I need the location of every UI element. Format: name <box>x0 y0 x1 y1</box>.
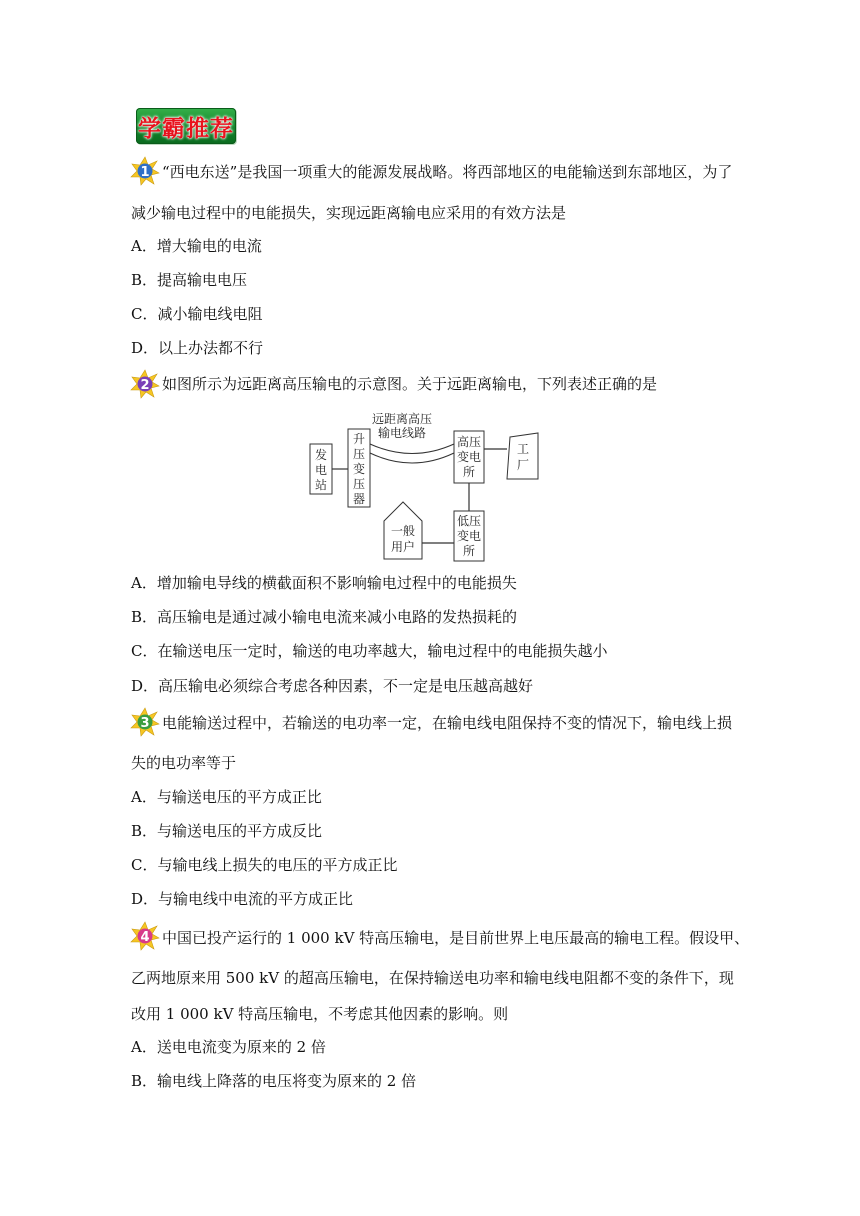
question-4-stem-line-2: 乙两地原来用 500 kV 的超高压输电，在保持输送电功率和输电线电阻都不变的条件下，现 <box>131 969 734 987</box>
question-2-option-d: D．高压输电必须综合考虑各种因素，不一定是电压越高越好 <box>131 677 534 695</box>
power-transmission-diagram <box>302 411 557 563</box>
question-4-option-b: B．输电线上降落的电压将变为原来的 2 倍 <box>131 1072 417 1090</box>
factory-char-1: 工 <box>516 442 530 456</box>
question-4-stem-line-1: 中国已投产运行的 1 000 kV 特高压输电，是目前世界上电压最高的输电工程。假设甲、 <box>162 929 750 947</box>
question-3-stem-line-1: 电能输送过程中，若输送的电功率一定，在输电线电阻保持不变的情况下，输电线上损 <box>162 714 733 732</box>
factory-char-2: 厂 <box>516 458 530 472</box>
question-1-option-b: B．提高输电电压 <box>131 271 248 289</box>
question-4-star-icon <box>130 921 160 951</box>
line-label-2: 输电线路 <box>377 426 427 440</box>
users-line-2: 用户 <box>390 540 416 554</box>
question-1-option-a: A．增大输电的电流 <box>131 237 262 255</box>
question-2-stem-line-1: 如图所示为远距离高压输电的示意图。关于远距离输电，下列表述正确的是 <box>162 375 658 393</box>
question-1-star-icon <box>130 156 160 186</box>
question-3-number: 3 <box>140 716 150 731</box>
question-3-star-icon <box>130 707 160 737</box>
question-3-option-d: D．与输电线中电流的平方成正比 <box>131 890 354 908</box>
hv-sub-line-2: 变电 <box>456 450 482 464</box>
question-2-option-a: A．增加输电导线的横截面积不影响输电过程中的电能损失 <box>131 574 517 592</box>
question-3-option-a: A．与输送电压的平方成正比 <box>131 788 322 806</box>
question-2-option-b: B．高压输电是通过减小输电电流来减小电路的发热损耗的 <box>131 608 518 626</box>
question-4-number: 4 <box>140 930 150 945</box>
question-1-option-d: D．以上办法都不行 <box>131 339 264 357</box>
users-line-1: 一般 <box>390 524 416 538</box>
stepup-char-2: 压 <box>352 447 366 461</box>
question-3-option-b: B．与输送电压的平方成反比 <box>131 822 323 840</box>
transmission-line-lower <box>370 453 454 463</box>
question-2-option-c: C．在输送电压一定时，输送的电功率越大，输电过程中的电能损失越小 <box>131 642 608 660</box>
station-char-1: 发 <box>314 448 328 462</box>
lv-sub-line-1: 低压 <box>456 514 482 528</box>
factory-shape <box>507 433 538 479</box>
question-3-option-c: C．与输电线上损失的电压的平方成正比 <box>131 856 398 874</box>
stepup-char-4: 压 <box>352 477 366 491</box>
transmission-line-upper <box>370 444 454 454</box>
lv-sub-line-2: 变电 <box>456 529 482 543</box>
lv-sub-line-3: 所 <box>462 544 476 558</box>
question-2-star-icon <box>130 369 160 399</box>
question-3-stem-line-2: 失的电功率等于 <box>131 754 237 772</box>
question-1-number: 1 <box>140 165 150 180</box>
question-1-stem-line-2: 减少输电过程中的电能损失，实现远距离输电应采用的有效方法是 <box>131 204 567 222</box>
question-1-stem-line-1: “西电东送”是我国一项重大的能源发展战略。将西部地区的电能输送到东部地区，为了 <box>162 163 733 181</box>
line-label-1: 远距离高压 <box>371 412 433 426</box>
question-2-number: 2 <box>140 378 150 393</box>
stepup-char-3: 变 <box>352 462 366 476</box>
recommend-badge <box>136 108 236 144</box>
hv-sub-line-3: 所 <box>462 465 476 479</box>
station-char-2: 电 <box>314 463 328 477</box>
question-4-option-a: A．送电电流变为原来的 2 倍 <box>131 1038 326 1056</box>
hv-sub-line-1: 高压 <box>456 435 482 449</box>
stepup-char-1: 升 <box>352 432 366 446</box>
question-4-stem-line-3: 改用 1 000 kV 特高压输电，不考虑其他因素的影响。则 <box>131 1005 509 1023</box>
station-char-3: 站 <box>314 478 328 492</box>
badge-label: 学霸推荐 <box>138 114 234 142</box>
stepup-char-5: 器 <box>352 492 366 506</box>
question-1-option-c: C．减小输电线电阻 <box>131 305 263 323</box>
